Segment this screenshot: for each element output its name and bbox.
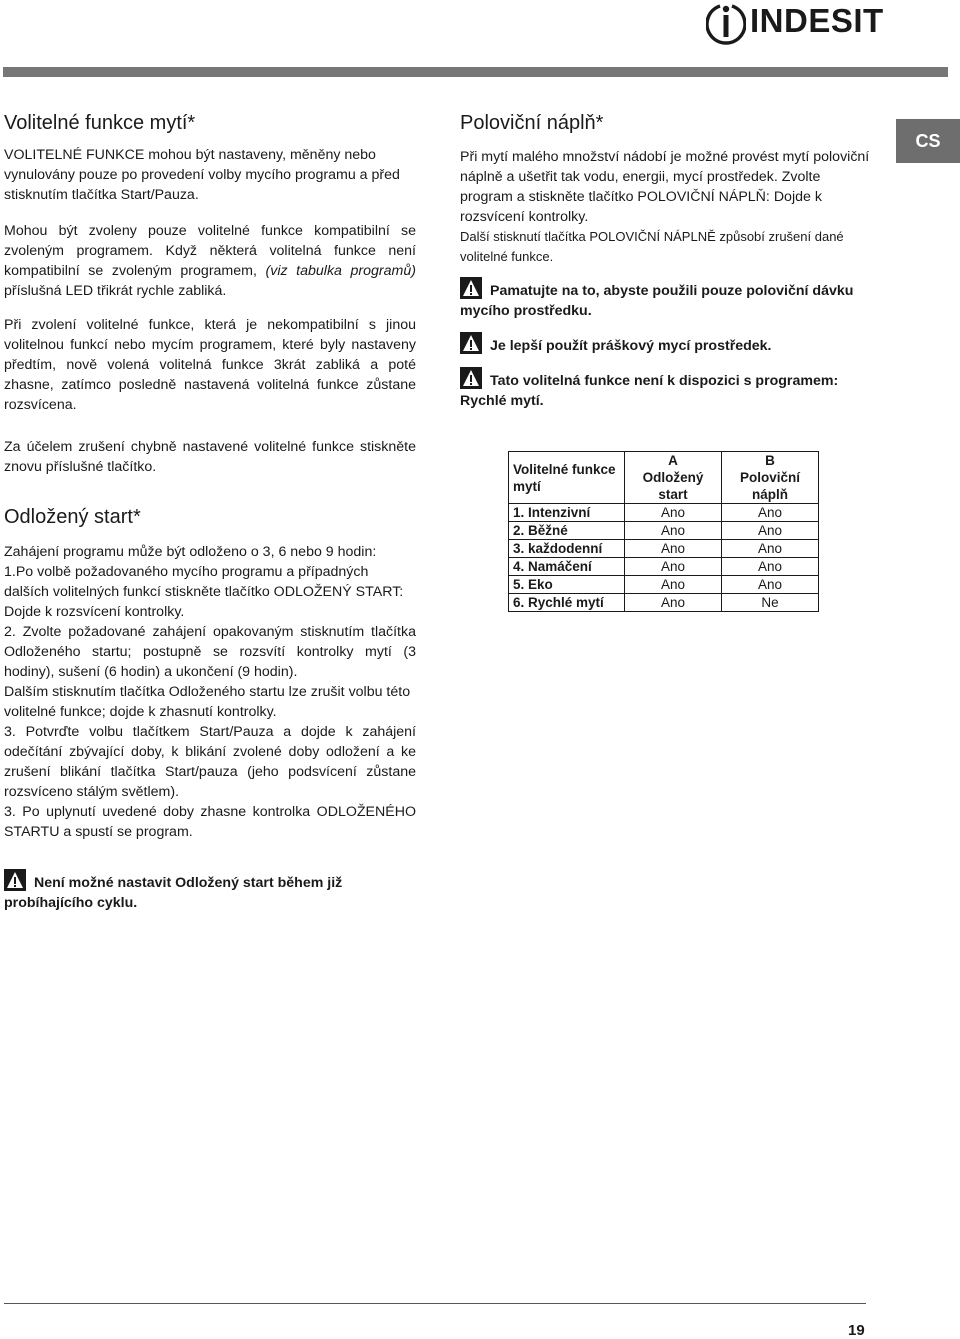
logo-wordmark: INDESIT bbox=[750, 2, 884, 39]
program-cell: 3. každodenní bbox=[509, 540, 625, 558]
delay-cell: Ano bbox=[625, 504, 722, 522]
program-cell: 2. Běžné bbox=[509, 522, 625, 540]
delay-cell: Ano bbox=[625, 522, 722, 540]
delay-step-1: 1.Po volbě požadovaného mycího programu a případných dalších volitelných funkcí stiskněte tlačítko ODLOŽENÝ START: Dojde k rozsvícení kontrolky. bbox=[4, 564, 404, 620]
half-load-cell: Ne bbox=[722, 594, 819, 612]
delay-start-title: Odložený start* bbox=[4, 506, 141, 528]
optional-paragraph-2: Mohou být zvoleny pouze volitelné funkce kompatibilní se zvoleným programem. Když některá volitelná funkce není kompatibilní se zvoleným programem, (viz tabulka programů) příslušná LED třikrát rychle zabliká. bbox=[4, 223, 416, 299]
half-load-cell: Ano bbox=[722, 558, 819, 576]
optional-paragraph-4: Za účelem zrušení chybně nastavené volitelné funkce stiskněte znovu příslušné tlačítko. bbox=[4, 439, 416, 475]
warning-icon bbox=[460, 367, 482, 389]
col-a-letter: A bbox=[668, 453, 678, 468]
logo-emblem-icon bbox=[706, 0, 746, 46]
optional-functions-title: Volitelné funkce mytí* bbox=[4, 112, 196, 134]
left-column bbox=[4, 112, 416, 913]
table-row bbox=[509, 594, 819, 612]
table-row bbox=[509, 522, 819, 540]
delay-step-2b: Dalším stisknutím tlačítka Odloženého startu lze zrušit volbu této volitelné funkce; dojde k zhasnutí kontrolky. bbox=[4, 684, 411, 720]
delay-warning: Není možné nastavit Odložený start během již probíhajícího cyklu. bbox=[4, 869, 416, 913]
delay-cell: Ano bbox=[625, 558, 722, 576]
delay-cell: Ano bbox=[625, 540, 722, 558]
delay-cell: Ano bbox=[625, 594, 722, 612]
program-cell: 6. Rychlé mytí bbox=[509, 594, 625, 612]
half-load-warning-1: Pamatujte na to, abyste použili pouze poloviční dávku mycího prostředku. bbox=[460, 277, 870, 321]
program-cell: 5. Eko bbox=[509, 576, 625, 594]
delay-intro: Zahájení programu může být odloženo o 3, 6 nebo 9 hodin: bbox=[4, 544, 377, 560]
half-load-paragraph-2: Další stisknutí tlačítka POLOVIČNÍ NÁPLNĚ způsobí zrušení dané volitelné funkce. bbox=[460, 229, 844, 264]
table-row bbox=[509, 540, 819, 558]
col-b-letter: B bbox=[765, 453, 775, 468]
half-load-cell: Ano bbox=[722, 540, 819, 558]
header-rule bbox=[3, 67, 948, 77]
warning-icon bbox=[4, 869, 26, 891]
indesit-logo bbox=[706, 0, 886, 46]
delay-step-4: 3. Po uplynutí uvedené doby zhasne kontrolka ODLOŽENÉHO STARTU a spustí se program. bbox=[4, 804, 416, 840]
col-a-name: Odložený start bbox=[642, 470, 704, 502]
table-header-row bbox=[509, 452, 819, 504]
warning-icon bbox=[460, 332, 482, 354]
half-load-cell: Ano bbox=[722, 504, 819, 522]
delay-cell: Ano bbox=[625, 576, 722, 594]
right-column bbox=[460, 112, 870, 411]
optional-paragraph-1: VOLITELNÉ FUNKCE mohou být nastaveny, měněny nebo vynulovány pouze po provedení volby mycího programu a před stisknutím tlačítka Start/Pauza. bbox=[4, 147, 400, 203]
table-row bbox=[509, 558, 819, 576]
half-load-warning-3: Tato volitelná funkce není k dispozici s programem: Rychlé mytí. bbox=[460, 367, 870, 411]
col-b-name: Poloviční náplň bbox=[739, 470, 800, 502]
optional-paragraph-3: Při zvolení volitelné funkce, která je nekompatibilní s jinou volitelnou funkcí nebo mycím programem, které byly nastaveny předtím, nově volená volitelná funkce 3krát zabliká a poté zhasne, zatímco posledně nastavená volitelná funkce zůstane rozsvícena. bbox=[4, 317, 416, 413]
page-number: 19 bbox=[848, 1322, 865, 1339]
program-cell: 1. Intenzivní bbox=[509, 504, 625, 522]
delay-step-2: 2. Zvolte požadované zahájení opakovaným stisknutím tlačítka Odloženého startu; postupně se rozsvítí kontrolky mytí (3 hodiny), sušení (6 hodin) a ukončení (9 hodin). bbox=[4, 624, 416, 680]
half-load-title: Poloviční náplň* bbox=[460, 112, 604, 134]
table-header-a bbox=[625, 452, 722, 504]
half-load-warning-2: Je lepší použít práškový mycí prostředek. bbox=[460, 332, 870, 356]
half-load-paragraph-1: Při mytí malého množství nádobí je možné provést mytí poloviční náplně a ušetřit tak vodu, energii, mycí prostředek. Zvolte program a stiskněte tlačítko POLOVIČNÍ NÁPLŇ: Dojde k rozsvícení kontrolky. bbox=[460, 149, 870, 225]
warning-icon bbox=[460, 277, 482, 299]
program-cell: 4. Namáčení bbox=[509, 558, 625, 576]
table-row bbox=[509, 504, 819, 522]
delay-step-3: 3. Potvrďte volbu tlačítkem Start/Pauza a dojde k zahájení odečítání zbývající doby, k blikání zvolené doby odložení a ke zrušení blikání tlačítka Start/pauza (jeho podsvícení zůstane rozsvíceno stálým světlem). bbox=[4, 724, 416, 800]
table-header-name: Volitelné funkce mytí bbox=[509, 452, 625, 504]
options-table bbox=[508, 451, 819, 612]
half-load-cell: Ano bbox=[722, 576, 819, 594]
table-row bbox=[509, 576, 819, 594]
half-load-cell: Ano bbox=[722, 522, 819, 540]
language-tab: CS bbox=[896, 119, 960, 163]
footer-rule bbox=[4, 1303, 866, 1304]
table-header-b bbox=[722, 452, 819, 504]
